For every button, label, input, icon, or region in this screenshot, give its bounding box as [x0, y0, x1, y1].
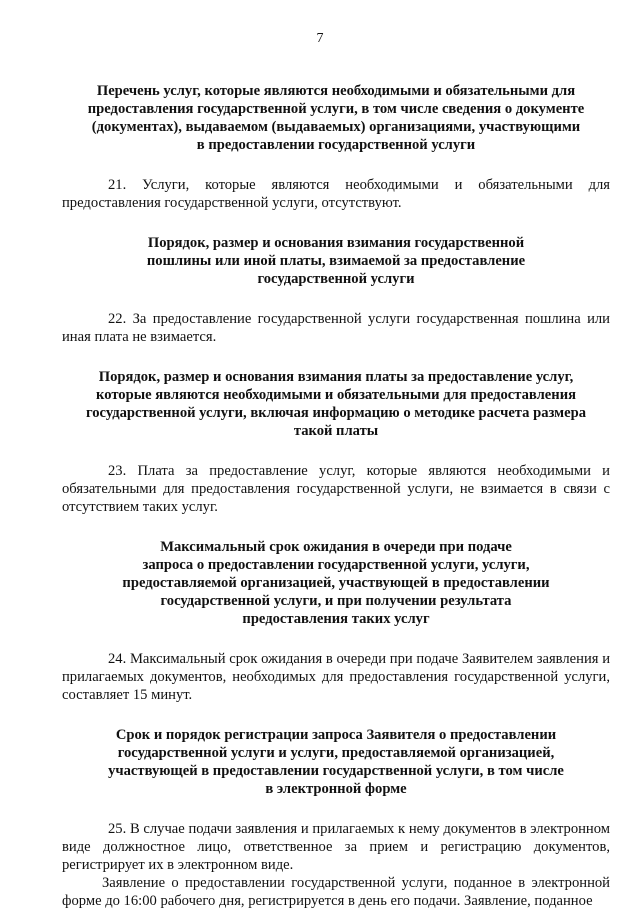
heading-line: предоставления государственной услуги, в том числе сведения о документе: [87, 101, 585, 117]
heading-line: пошлины или иной платы, взимаемой за предоставление: [146, 253, 526, 269]
heading-line: предоставления таких услуг: [242, 611, 430, 627]
heading-line: Максимальный срок ожидания в очереди при подаче: [160, 539, 512, 555]
heading-line: запроса о предоставлении государственной услуги, услуги,: [142, 557, 530, 573]
heading-line: (документах), выдаваемом (выдаваемых) организациями, участвующими: [91, 119, 581, 135]
paragraph-21: 21. Услуги, которые являются необходимыми и обязательными для предоставления государственной услуги, отсутствуют.: [62, 177, 610, 211]
heading-line: предоставляемой организацией, участвующей в предоставлении: [122, 575, 550, 591]
section-heading: [62, 234, 610, 288]
paragraph-23: 23. Плата за предоставление услуг, которые являются необходимыми и обязательными для предоставления государственной услуги, не взимается в связи с отсутствием таких услуг.: [62, 463, 610, 515]
page-number: 7: [316, 31, 324, 46]
paragraph-25: 25. В случае подачи заявления и прилагаемых к нему документов в электронном виде должностное лицо, ответственное за прием и регистрацию документов, регистрирует их в электронном виде.: [62, 821, 610, 873]
paragraph-24: 24. Максимальный срок ожидания в очереди при подаче Заявителем заявления и прилагаемых документов, необходимых для предоставления государственной услуги, составляет 15 минут.: [62, 651, 610, 703]
heading-line: Порядок, размер и основания взимания государственной: [147, 235, 525, 251]
paragraph-25-continued: Заявление о предоставлении государственной услуги, поданное в электронной форме до 16:00 рабочего дня, регистрируется в день его подачи. Заявление, поданное: [62, 875, 610, 909]
heading-line: государственной услуги и услуги, предоставляемой организацией,: [117, 745, 555, 761]
paragraph-22: 22. За предоставление государственной услуги государственная пошлина или иная плата не взимается.: [62, 311, 610, 345]
section-heading: [62, 726, 610, 798]
heading-line: Перечень услуг, которые являются необходимыми и обязательными для: [96, 83, 576, 99]
heading-line: государственной услуги: [257, 271, 415, 287]
document-body: [62, 82, 610, 910]
heading-line: государственной услуги, и при получении результата: [160, 593, 512, 609]
heading-line: участвующей в предоставлении государственной услуги, в том числе: [108, 763, 564, 779]
heading-line: государственной услуги, включая информацию о методике расчета размера: [85, 405, 587, 421]
heading-line: в предоставлении государственной услуги: [196, 137, 476, 153]
section-heading: [62, 368, 610, 440]
heading-line: Срок и порядок регистрации запроса Заявителя о предоставлении: [115, 727, 557, 743]
heading-line: которые являются необходимыми и обязательными для предоставления: [96, 387, 576, 403]
heading-line: в электронной форме: [265, 781, 407, 797]
heading-line: Порядок, размер и основания взимания платы за предоставление услуг,: [98, 369, 574, 385]
section-heading: [62, 82, 610, 154]
section-heading: [62, 538, 610, 628]
heading-line: такой платы: [293, 423, 379, 439]
